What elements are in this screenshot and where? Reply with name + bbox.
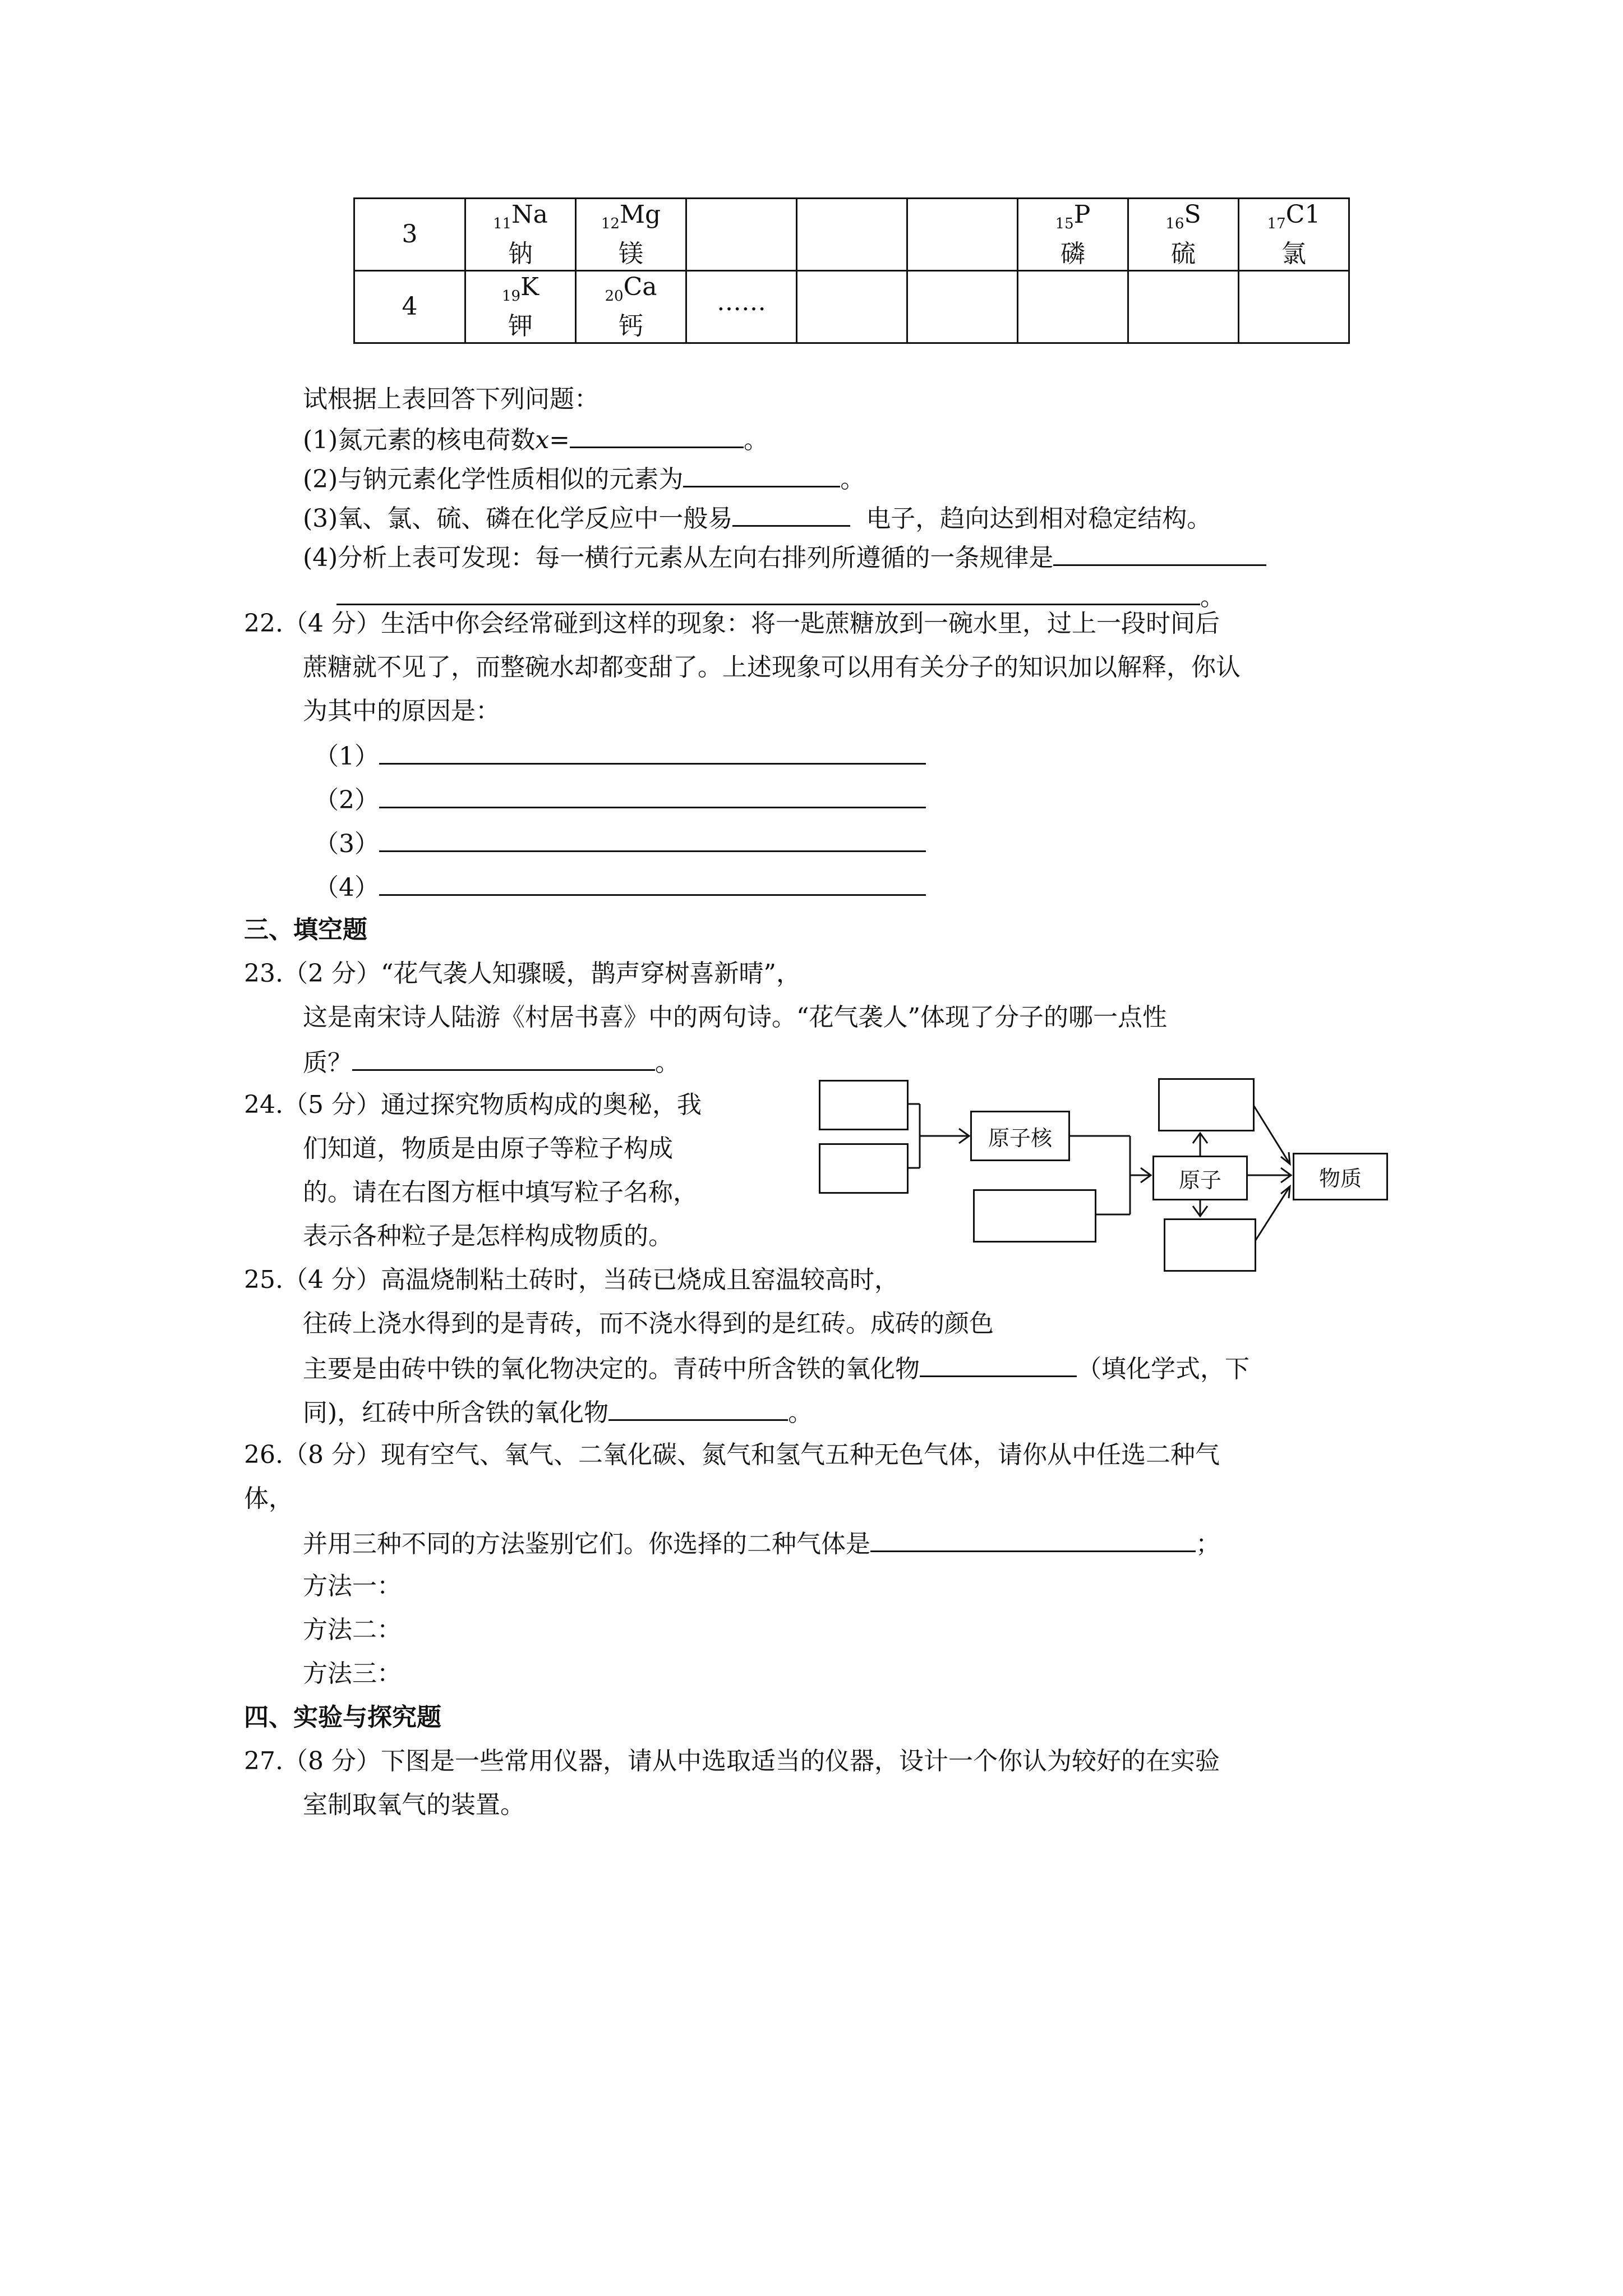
table-row — [354, 199, 1349, 271]
answer-blank[interactable] — [379, 869, 926, 896]
answer-blank[interactable] — [379, 738, 926, 765]
q24-line1: 24.（5 分）通过探究物质构成的奥秘，我 — [244, 1091, 702, 1119]
answer-blank[interactable] — [379, 826, 926, 852]
section-heading: 三、填空题 — [244, 915, 367, 944]
q26-line3: 并用三种不同的方法鉴别它们。你选择的二种气体是 ； — [303, 1526, 1220, 1561]
element-cell: …… — [686, 271, 797, 343]
q25-line2: 往砖上浇水得到的是青砖，而不浇水得到的是红砖。成砖的颜色 — [303, 1309, 994, 1338]
q21-part3: (3)氧、氯、硫、磷在化学反应中一般易 电子，趋向达到相对稳定结构。 — [303, 500, 1211, 536]
q27-line2: 室制取氧气的装置。 — [303, 1791, 525, 1819]
element-cell: $_{17}$C1 氯 — [1239, 199, 1349, 271]
answer-blank[interactable] — [352, 1045, 655, 1071]
answer-blank[interactable] — [870, 1526, 1196, 1552]
answer-blank[interactable] — [732, 500, 850, 527]
q22-line2: 蔗糖就不见了，而整碗水却都变甜了。上述现象可以用有关分子的知识加以解释，你认 — [303, 653, 1241, 682]
q26-method1: 方法一： — [303, 1572, 402, 1600]
q22-item: （1） — [314, 738, 926, 774]
blank-box[interactable] — [1158, 1078, 1255, 1131]
q21-part1: (1)氮元素的核电荷数x= 。 — [303, 422, 768, 457]
q22-item: （3） — [314, 826, 926, 861]
q21-intro: 试根据上表回答下列问题： — [303, 385, 599, 413]
table-row — [354, 271, 1349, 343]
answer-blank[interactable] — [336, 579, 1200, 605]
q25-line3: 主要是由砖中铁的氧化物决定的。青砖中所含铁的氧化物 （填化学式，下 — [303, 1351, 1249, 1386]
answer-blank[interactable] — [683, 461, 840, 487]
q24-line2: 们知道，物质是由原子等粒子构成 — [303, 1134, 673, 1163]
periodic-table — [353, 197, 1350, 344]
element-cell: $_{15}$P 磷 — [1018, 199, 1128, 271]
element-cell — [686, 199, 797, 271]
q22-line3: 为其中的原因是： — [303, 697, 500, 725]
element-cell — [797, 199, 907, 271]
answer-blank[interactable] — [379, 782, 926, 808]
blank-box[interactable] — [973, 1189, 1096, 1243]
q24-line3: 的。请在右图方框中填写粒子名称， — [303, 1178, 698, 1207]
element-cell — [797, 271, 907, 343]
q21-part4-cont: 。 — [336, 579, 1225, 614]
q25-line4: 同)，红砖中所含铁的氧化物 。 — [303, 1395, 813, 1430]
answer-blank[interactable] — [608, 1395, 788, 1421]
section-heading: 四、实验与探究题 — [244, 1703, 441, 1732]
element-cell: $_{20}$Ca 钙 — [576, 271, 686, 343]
period-cell: 4 — [354, 271, 465, 343]
blank-box[interactable] — [819, 1143, 909, 1194]
period-cell: 3 — [354, 199, 465, 271]
q26-line2: 体， — [244, 1484, 293, 1513]
element-cell — [907, 271, 1018, 343]
matter-box: 物质 — [1293, 1153, 1388, 1200]
answer-blank[interactable] — [570, 422, 744, 448]
q21-part4: (4)分析上表可发现：每一横行元素从左向右排列所遵循的一条规律是 — [303, 540, 1266, 575]
atom-box: 原子 — [1152, 1156, 1248, 1200]
nucleus-box: 原子核 — [970, 1111, 1070, 1161]
q25-line1: 25.（4 分）高温烧制粘土砖时，当砖已烧成且窑温较高时， — [244, 1266, 899, 1294]
element-cell: $_{16}$S 硫 — [1128, 199, 1239, 271]
q26-line1: 26.（8 分）现有空气、氧气、二氧化碳、氮气和氢气五种无色气体，请你从中任选二种气 — [244, 1441, 1220, 1469]
element-cell — [907, 199, 1018, 271]
q26-method2: 方法二： — [303, 1616, 402, 1644]
q23-line1: 23.（2 分）“花气袭人知骤暖，鹊声穿树喜新晴”， — [244, 959, 801, 988]
answer-blank[interactable] — [920, 1351, 1077, 1377]
q22-line1: 22.（4 分）生活中你会经常碰到这样的现象：将一匙蔗糖放到一碗水里，过上一段时间后 — [244, 609, 1220, 638]
blank-box[interactable] — [819, 1080, 909, 1130]
answer-blank[interactable] — [1053, 540, 1266, 566]
element-cell: $_{11}$Na 钠 — [465, 199, 576, 271]
q21-part2: (2)与钠元素化学性质相似的元素为 。 — [303, 461, 865, 496]
q22-item: （2） — [314, 782, 926, 817]
q27-line1: 27.（8 分）下图是一些常用仪器，请从中选取适当的仪器，设计一个你认为较好的在实验 — [244, 1747, 1220, 1775]
element-cell: $_{12}$Mg 镁 — [576, 199, 686, 271]
element-cell — [1128, 271, 1239, 343]
q26-method3: 方法三： — [303, 1659, 402, 1688]
q22-item: （4） — [314, 869, 926, 905]
q23-line3: 质？ 。 — [303, 1045, 680, 1080]
q23-line2: 这是南宋诗人陆游《村居书喜》中的两句诗。“花气袭人”体现了分子的哪一点性 — [303, 1003, 1167, 1032]
q24-line4: 表示各种粒子是怎样构成物质的。 — [303, 1222, 673, 1250]
element-cell — [1018, 271, 1128, 343]
blank-box[interactable] — [1164, 1218, 1256, 1272]
element-cell — [1239, 271, 1349, 343]
element-cell: $_{19}$K 钾 — [465, 271, 576, 343]
